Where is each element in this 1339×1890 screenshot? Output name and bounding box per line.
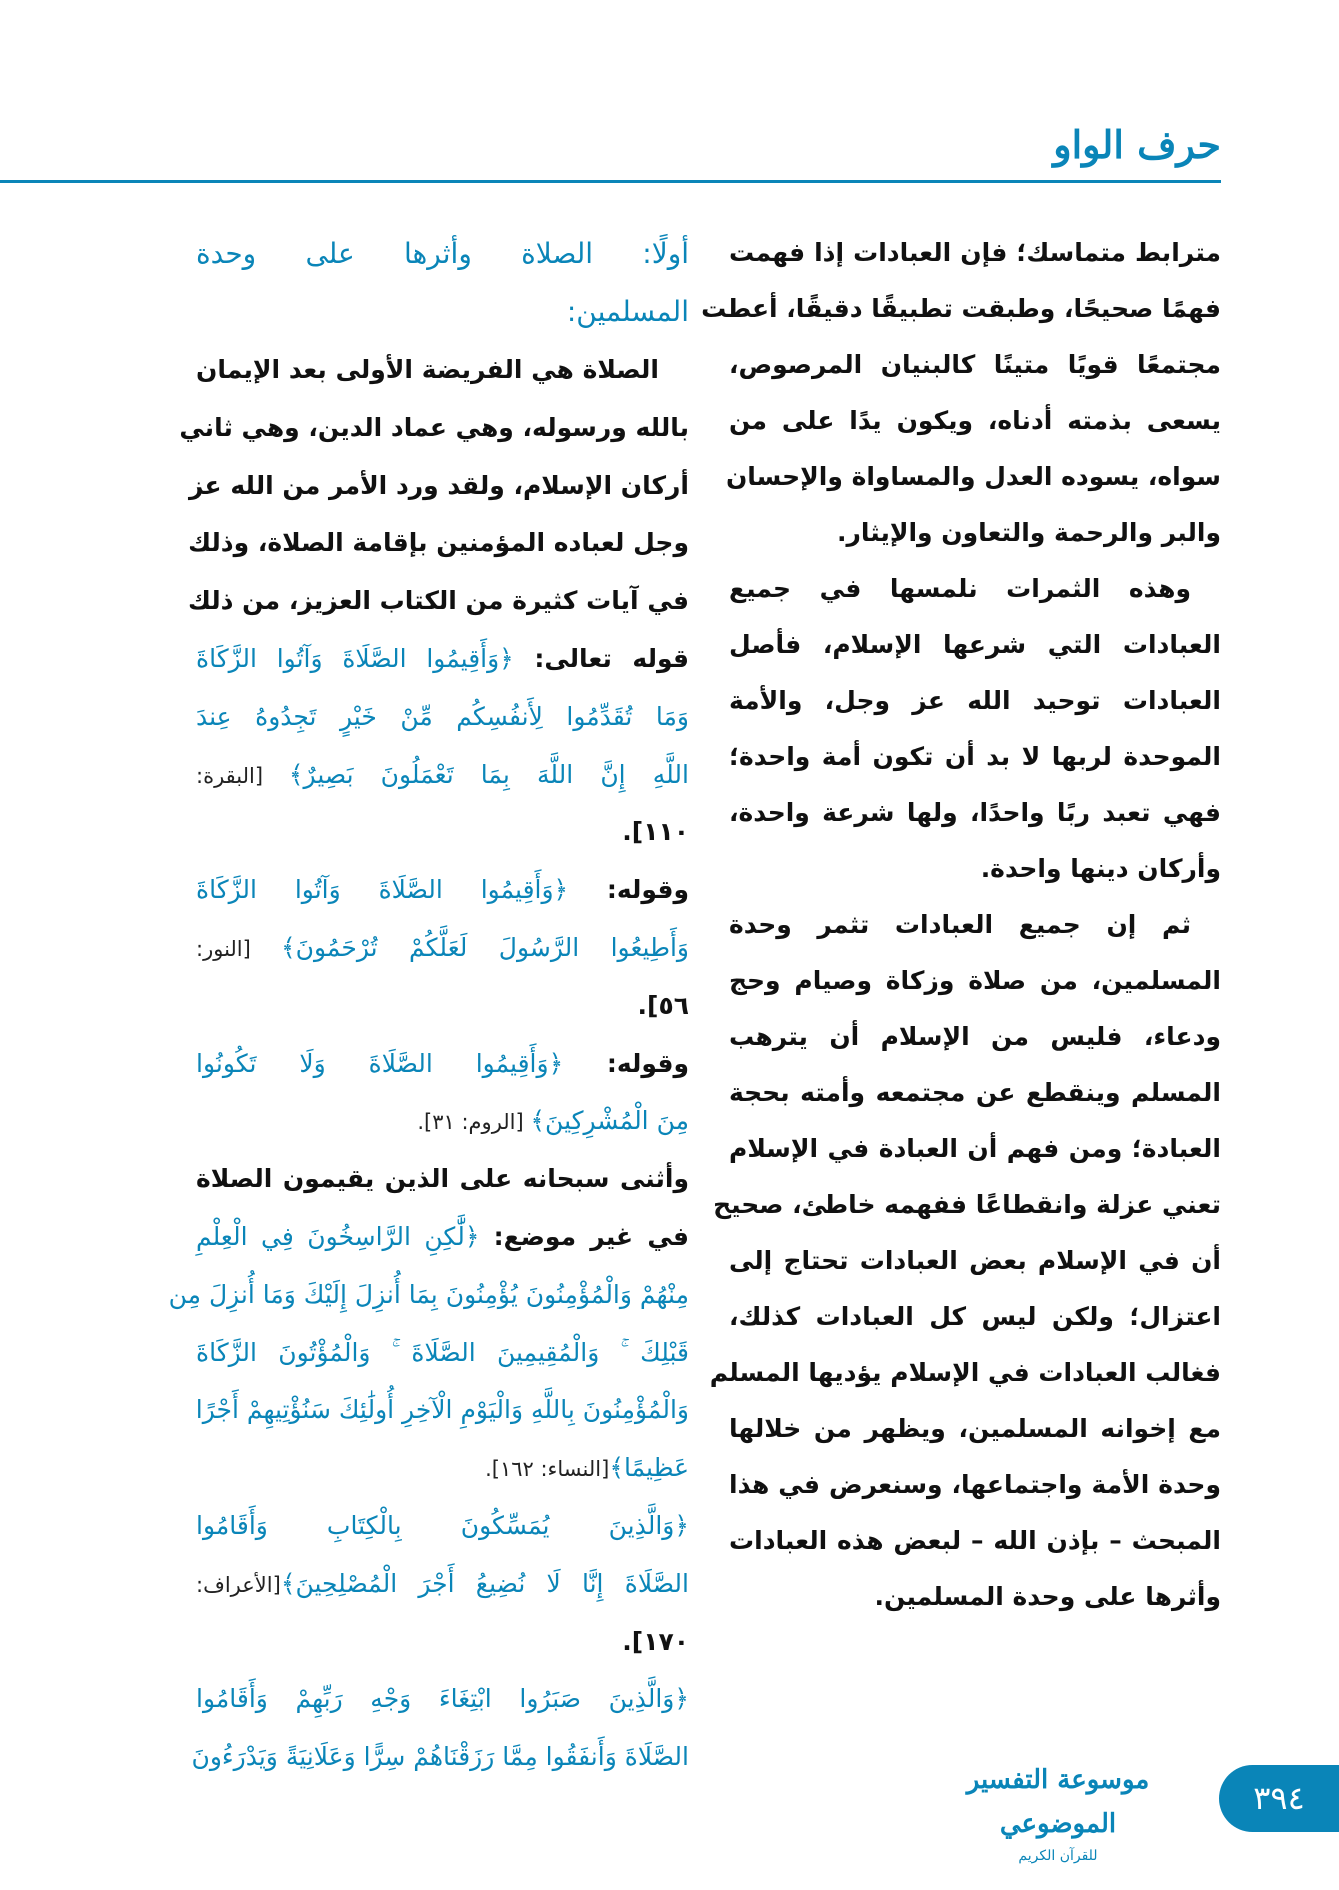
text-line (191, 1728, 689, 1786)
text-line (196, 630, 689, 688)
text-line (729, 561, 1221, 617)
text-line (196, 1497, 689, 1555)
body-text: سواه، يسوده العدل والمساواة والإحسان (725, 462, 1221, 491)
text-line (179, 399, 689, 457)
quran-verse: وَالْمُؤْمِنُونَ بِاللَّهِ وَالْيَوْمِ الْآخِرِ أُولَٰئِكَ سَنُؤْتِيهِمْ أَجْرًا (195, 1395, 689, 1425)
text-line (196, 1208, 689, 1266)
body-text: والبر والرحمة والتعاون والإيثار. (836, 518, 1221, 547)
text-line (196, 341, 689, 399)
body-text: مجتمعًا قويًا متينًا كالبنيان المرصوص، (729, 350, 1221, 379)
body-text: المسلم وينقطع عن مجتمعه وأمته بحجة (729, 1078, 1221, 1107)
body-text: العبادات توحيد الله عز وجل، والأمة (729, 686, 1221, 715)
body-text: وأركان دينها واحدة. (980, 854, 1221, 883)
quran-verse: قَبْلِكَ ۚ وَالْمُقِيمِينَ الصَّلَاةَ ۚ وَالْمُؤْتُونَ الزَّكَاةَ (196, 1337, 689, 1367)
text-line (729, 225, 1221, 281)
body-text: ودعاء، فليس من الإسلام أن يترهب (729, 1022, 1221, 1051)
text-line (729, 337, 1221, 393)
body-text: أولًا: الصلاة وأثرها على وحدة (196, 237, 689, 270)
quran-verse: الصَّلَاةَ وَأَنفَقُوا مِمَّا رَزَقْنَاهُمْ سِرًّا وَعَلَانِيَةً وَيَدْرَءُونَ (191, 1742, 689, 1772)
body-text: يسعى بذمته أدناه، ويكون يدًا على من (729, 406, 1221, 435)
text-line (729, 1513, 1221, 1569)
body-text: الموحدة لربها لا بد أن تكون أمة واحدة؛ (729, 742, 1221, 771)
body-text: ١٧٠]. (622, 1626, 689, 1656)
logo-subtitle: للقرآن الكريم (1018, 1848, 1098, 1864)
body-text: فهي تعبد ربًا واحدًا، ولها شرعة واحدة، (729, 798, 1221, 827)
text-line (729, 1401, 1221, 1457)
body-text: تعني عزلة وانقطاعًا ففهمه خاطئ، صحيح (713, 1190, 1221, 1219)
verse-reference: [النساء: ١٦٢]. (485, 1457, 610, 1482)
body-text: أن في الإسلام بعض العبادات تحتاج إلى (729, 1246, 1221, 1275)
body-text: مع إخوانه المسلمين، ويظهر من خلالها (729, 1414, 1221, 1443)
text-line (189, 457, 689, 515)
body-text: في آيات كثيرة من الكتاب العزيز، من ذلك (187, 586, 689, 616)
quran-verse: وَأَطِيعُوا الرَّسُولَ لَعَلَّكُمْ تُرْحَمُونَ﴾ (280, 932, 689, 962)
text-line (709, 1345, 1221, 1401)
quran-verse: ﴿وَأَقِيمُوا الصَّلَاةَ وَآتُوا الزَّكَاةَ (196, 875, 569, 905)
text-line (168, 1266, 689, 1324)
body-text: المسلمين، من صلاة وزكاة وصيام وحج (729, 966, 1221, 995)
page-number: ٣٩٤ (1219, 1765, 1339, 1832)
text-line (196, 1035, 689, 1093)
body-text: المبحث – بإذن الله – لبعض هذه العبادات (729, 1526, 1221, 1555)
quran-verse: عَظِيمًا﴾ (609, 1453, 689, 1483)
text-line (196, 919, 689, 977)
body-text: قوله تعالى: (513, 643, 690, 673)
left-text-column (168, 225, 690, 1786)
quran-verse: ﴿لَّٰكِنِ الرَّاسِخُونَ فِي الْعِلْمِ (196, 1221, 480, 1251)
text-line (196, 1150, 689, 1208)
verse-reference: [الروم: ٣١]. (417, 1110, 531, 1135)
body-text: وأثرها على وحدة المسلمين. (874, 1582, 1221, 1611)
text-line (701, 281, 1221, 337)
body-text: وحدة الأمة واجتماعها، وسنعرض في هذا (729, 1470, 1221, 1499)
logo-title: موسوعة التفسير الموضوعي (966, 1765, 1150, 1839)
text-line (729, 1233, 1221, 1289)
text-line (187, 572, 689, 630)
body-text: الصلاة هي الفريضة الأولى بعد الإيمان (196, 355, 659, 384)
quran-verse: ﴿وَالَّذِينَ يُمَسِّكُونَ بِالْكِتَابِ وَأَقَامُوا (196, 1510, 689, 1540)
text-line (196, 803, 689, 861)
encyclopedia-logo (934, 1758, 1182, 1864)
text-line (729, 897, 1221, 953)
body-text: العبادة؛ ومن فهم أن العبادة في الإسلام (729, 1134, 1221, 1163)
text-line (196, 861, 689, 919)
text-line (729, 1457, 1221, 1513)
body-text: ١١٠]. (622, 817, 689, 847)
body-text: فهمًا صحيحًا، وطبقت تطبيقًا دقيقًا، أعطت (701, 294, 1221, 323)
text-line (196, 746, 689, 804)
text-line (188, 514, 689, 572)
quran-verse: الصَّلَاةَ إِنَّا لَا نُضِيعُ أَجْرَ الْمُصْلِحِينَ﴾ (280, 1568, 689, 1598)
chapter-title: حرف الواو (1053, 122, 1221, 167)
text-line (729, 617, 1221, 673)
text-line (725, 449, 1221, 505)
quran-verse: مِنْهُمْ وَالْمُؤْمِنُونَ يُؤْمِنُونَ بِمَا أُنزِلَ إِلَيْكَ وَمَا أُنزِلَ مِن (168, 1279, 689, 1309)
section-heading-line (196, 225, 689, 283)
text-line (729, 1569, 1221, 1625)
verse-reference: [النور: (196, 936, 281, 961)
text-line (196, 1613, 689, 1671)
body-text: وأثنى سبحانه على الذين يقيمون الصلاة (196, 1164, 689, 1194)
text-line (196, 1324, 689, 1382)
body-text: مترابط متماسك؛ فإن العبادات إذا فهمت (729, 238, 1221, 267)
body-text: اعتزال؛ ولكن ليس كل العبادات كذلك، (729, 1302, 1221, 1331)
header-divider (0, 180, 1221, 183)
text-line (196, 1439, 689, 1497)
text-line (196, 688, 689, 746)
quran-verse: اللَّهِ إِنَّ اللَّهَ بِمَا تَعْمَلُونَ بَصِيرٌ﴾ (288, 759, 689, 789)
text-line (196, 1092, 689, 1150)
text-line (729, 785, 1221, 841)
body-text: في غير موضع: (479, 1221, 689, 1251)
text-line (713, 1177, 1221, 1233)
text-line (729, 673, 1221, 729)
text-line (729, 1065, 1221, 1121)
body-text: وقوله: (563, 1048, 689, 1078)
body-text: بالله ورسوله، وهي عماد الدين، وهي ثاني (179, 412, 689, 442)
text-line (729, 1009, 1221, 1065)
body-text: أركان الإسلام، ولقد ورد الأمر من الله عز (189, 470, 689, 500)
body-text: المسلمين: (566, 295, 689, 328)
right-text-column (701, 225, 1221, 1625)
text-line (729, 393, 1221, 449)
text-line (196, 1670, 689, 1728)
quran-verse: ﴿وَأَقِيمُوا الصَّلَاةَ وَلَا تَكُونُوا (196, 1048, 564, 1078)
verse-reference: [الأعراف: (196, 1572, 281, 1597)
quran-verse: وَمَا تُقَدِّمُوا لِأَنفُسِكُم مِّنْ خَيْرٍ تَجِدُوهُ عِندَ (196, 701, 689, 731)
body-text: ثم إن جميع العبادات تثمر وحدة (729, 910, 1191, 939)
text-line (196, 1555, 689, 1613)
body-text: فغالب العبادات في الإسلام يؤديها المسلم (709, 1358, 1221, 1387)
text-line (729, 505, 1221, 561)
quran-verse: ﴿وَالَّذِينَ صَبَرُوا ابْتِغَاءَ وَجْهِ رَبِّهِمْ وَأَقَامُوا (196, 1684, 689, 1714)
text-line (196, 1381, 689, 1439)
body-text: وقوله: (568, 875, 689, 905)
text-line (729, 953, 1221, 1009)
body-text: وجل لعباده المؤمنين بإقامة الصلاة، وذلك (188, 528, 689, 558)
body-text: العبادات التي شرعها الإسلام، فأصل (729, 630, 1221, 659)
text-line (196, 977, 689, 1035)
text-line (729, 1121, 1221, 1177)
quran-verse: ﴿وَأَقِيمُوا الصَّلَاةَ وَآتُوا الزَّكَاةَ (196, 643, 514, 673)
quran-verse: مِنَ الْمُشْرِكِينَ﴾ (530, 1106, 689, 1136)
text-line (729, 1289, 1221, 1345)
text-line (729, 729, 1221, 785)
section-heading-line (196, 283, 689, 341)
body-text: وهذه الثمرات نلمسها في جميع (729, 574, 1191, 603)
text-line (729, 841, 1221, 897)
verse-reference: [البقرة: (196, 763, 289, 788)
body-text: ٥٦]. (637, 990, 689, 1020)
